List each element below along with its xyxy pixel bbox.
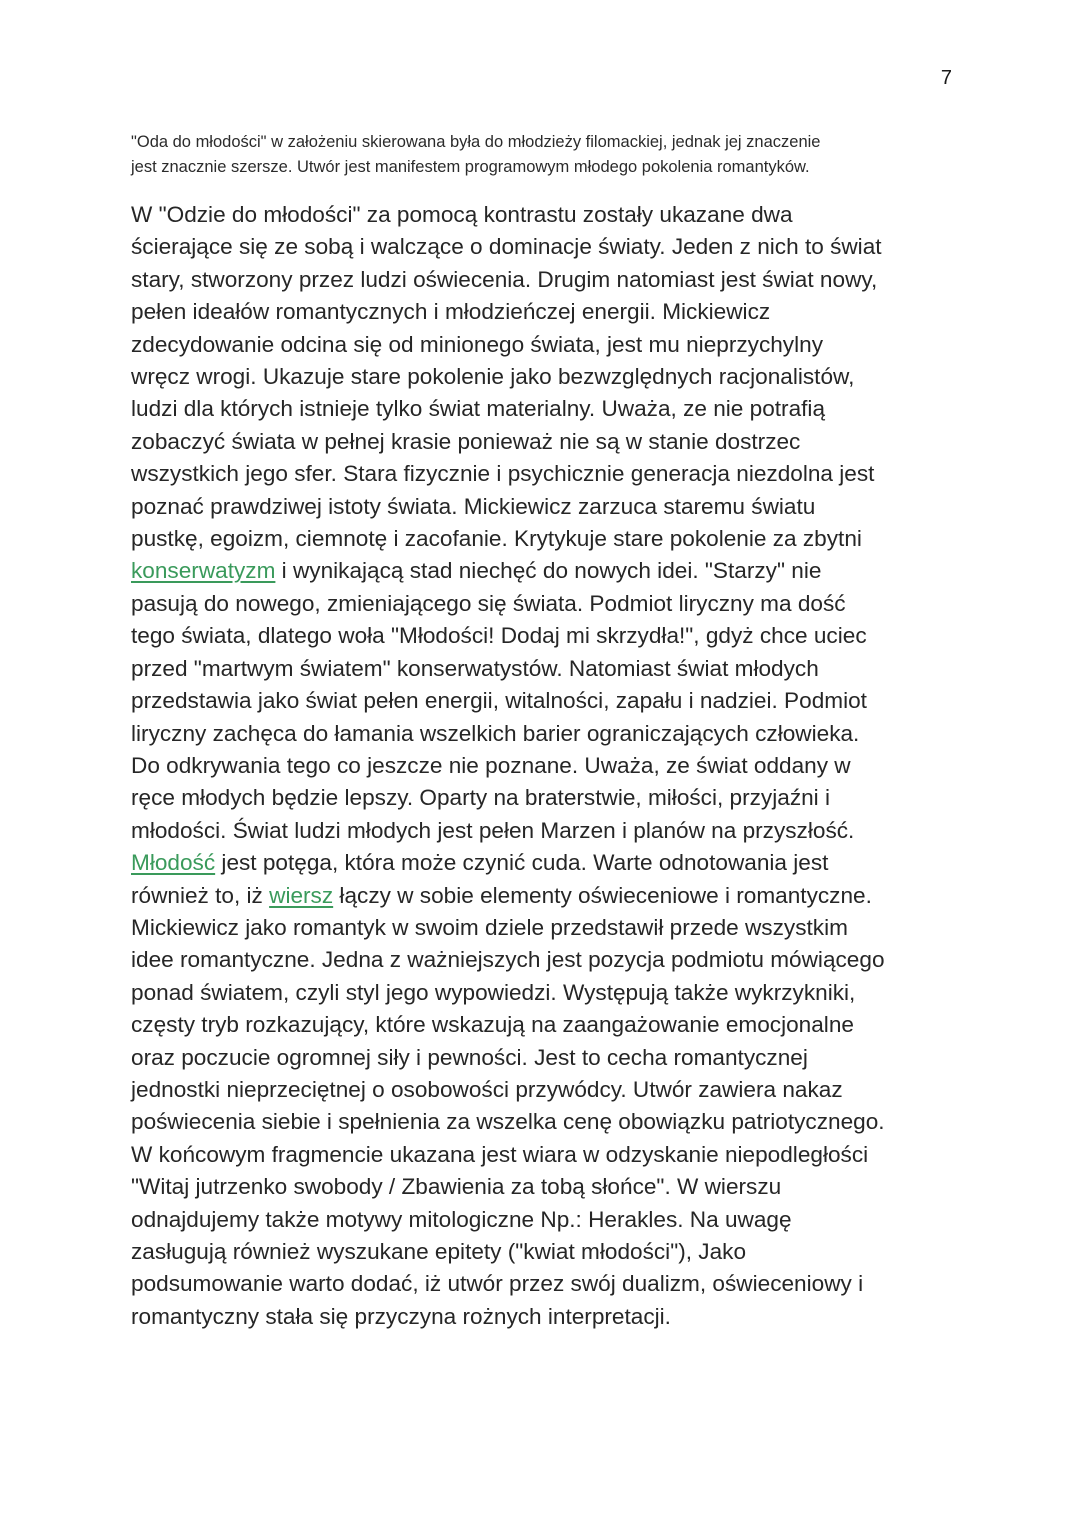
link-wiersz[interactable]: wiersz (269, 882, 334, 908)
body-line: zdecydowanie odcina się od minionego świata, jest mu nieprzychylny (131, 331, 823, 357)
body-line: Mickiewicz jako romantyk w swoim dziele przedstawił przede wszystkim (131, 914, 848, 940)
body-line-post: i wynikającą stad niechęć do nowych idei. "Starzy" nie (275, 558, 822, 584)
body-line: ponad światem, czyli styl jego wypowiedzi. Występują także wykrzykniki, (131, 979, 856, 1005)
body-line (131, 847, 961, 879)
body-line: tego świata, dlatego woła "Młodości! Dodaj mi skrzydła!", gdyż chce uciec (131, 623, 867, 649)
body-line: poświecenia siebie i spełnienia za wszelka cenę obowiązku patriotycznego. (131, 1109, 885, 1135)
body-line: przedstawia jako świat pełen energii, witalności, zapału i nadziei. Podmiot (131, 688, 867, 714)
body-line: oraz poczucie ogromnej siły i pewności. Jest to cecha romantycznej (131, 1044, 808, 1070)
body-line: przed "martwym światem" konserwatystów. Natomiast świat młodych (131, 655, 819, 681)
body-line (131, 880, 961, 912)
body-line: ścierające się ze sobą i walczące o dominacje światy. Jeden z nich to świat (131, 234, 882, 260)
body-line: W końcowym fragmencie ukazana jest wiara w odzyskanie niepodległości (131, 1141, 869, 1167)
body-line-post: jest potęga, która może czynić cuda. Warte odnotowania jest (215, 850, 829, 876)
body-line: poznać prawdziwej istoty świata. Mickiewicz zarzuca staremu światu (131, 493, 816, 519)
body-line: Do odkrywania tego co jeszcze nie poznane. Uważa, ze świat oddany w (131, 752, 851, 778)
body-line: podsumowanie warto dodać, iż utwór przez swój dualizm, oświeceniowy i (131, 1271, 864, 1297)
body-line-post: łączy w sobie elementy oświeceniowe i romantyczne. (333, 882, 872, 908)
body-line: liryczny zachęca do łamania wszelkich barier ograniczających człowieka. (131, 720, 860, 746)
body-line (131, 555, 961, 587)
body-line: ludzi dla których istnieje tylko świat materialny. Uważa, ze nie potrafią (131, 396, 826, 422)
body-line: częsty tryb rozkazujący, które wskazują na zaangażowanie emocjonalne (131, 1012, 854, 1038)
body-line: pasują do nowego, zmieniającego się świata. Podmiot liryczny ma dość (131, 590, 846, 616)
body-line: pustkę, egoizm, ciemnotę i zacofanie. Krytykuje stare pokolenie za zbytni (131, 526, 862, 552)
body-line: jednostki nieprzeciętnej o osobowości przywódcy. Utwór zawiera nakaz (131, 1076, 843, 1102)
body-line-pre: również to, iż (131, 882, 270, 908)
body-line: ręce młodych będzie lepszy. Oparty na braterstwie, miłości, przyjaźni i (131, 785, 830, 811)
link-mlodosc[interactable]: Młodość (131, 850, 216, 876)
body-line: wręcz wrogi. Ukazuje stare pokolenie jako bezwzględnych racjonalistów, (131, 364, 855, 390)
body-line: pełen ideałów romantycznych i młodzieńczej energii. Mickiewicz (131, 299, 771, 325)
body-line: romantyczny stała się przyczyna rożnych interpretacji. (131, 1303, 671, 1329)
main-paragraph (131, 199, 961, 1333)
link-konserwatyzm[interactable]: konserwatyzm (131, 558, 276, 584)
intro-line: jest znacznie szersze. Utwór jest manifestem programowym młodego pokolenia romantyków. (131, 158, 810, 176)
body-line: "Witaj jutrzenko swobody / Zbawienia za tobą słońce". W wierszu (131, 1174, 782, 1200)
body-line: młodości. Świat ludzi młodych jest pełen Marzen i planów na przyszłość. (131, 817, 855, 843)
body-line: odnajdujemy także motywy mitologiczne Np.: Herakles. Na uwagę (131, 1206, 792, 1232)
intro-paragraph (131, 130, 951, 180)
body-line: idee romantyczne. Jedna z ważniejszych jest pozycja podmiotu mówiącego (131, 947, 885, 973)
intro-line: "Oda do młodości" w założeniu skierowana była do młodzieży filomackiej, jednak jej znaczenie (131, 133, 821, 151)
body-line: wszystkich jego sfer. Stara fizycznie i psychicznie generacja niezdolna jest (131, 461, 875, 487)
body-line: zobaczyć świata w pełnej krasie ponieważ nie są w stanie dostrzec (131, 428, 801, 454)
body-line: zasługują również wyszukane epitety ("kwiat młodości"), Jako (131, 1239, 747, 1264)
body-line: stary, stworzony przez ludzi oświecenia. Drugim natomiast jest świat nowy, (131, 266, 878, 292)
page-number: 7 (940, 67, 952, 89)
body-line: W "Odzie do młodości" za pomocą kontrastu zostały ukazane dwa (131, 202, 793, 227)
